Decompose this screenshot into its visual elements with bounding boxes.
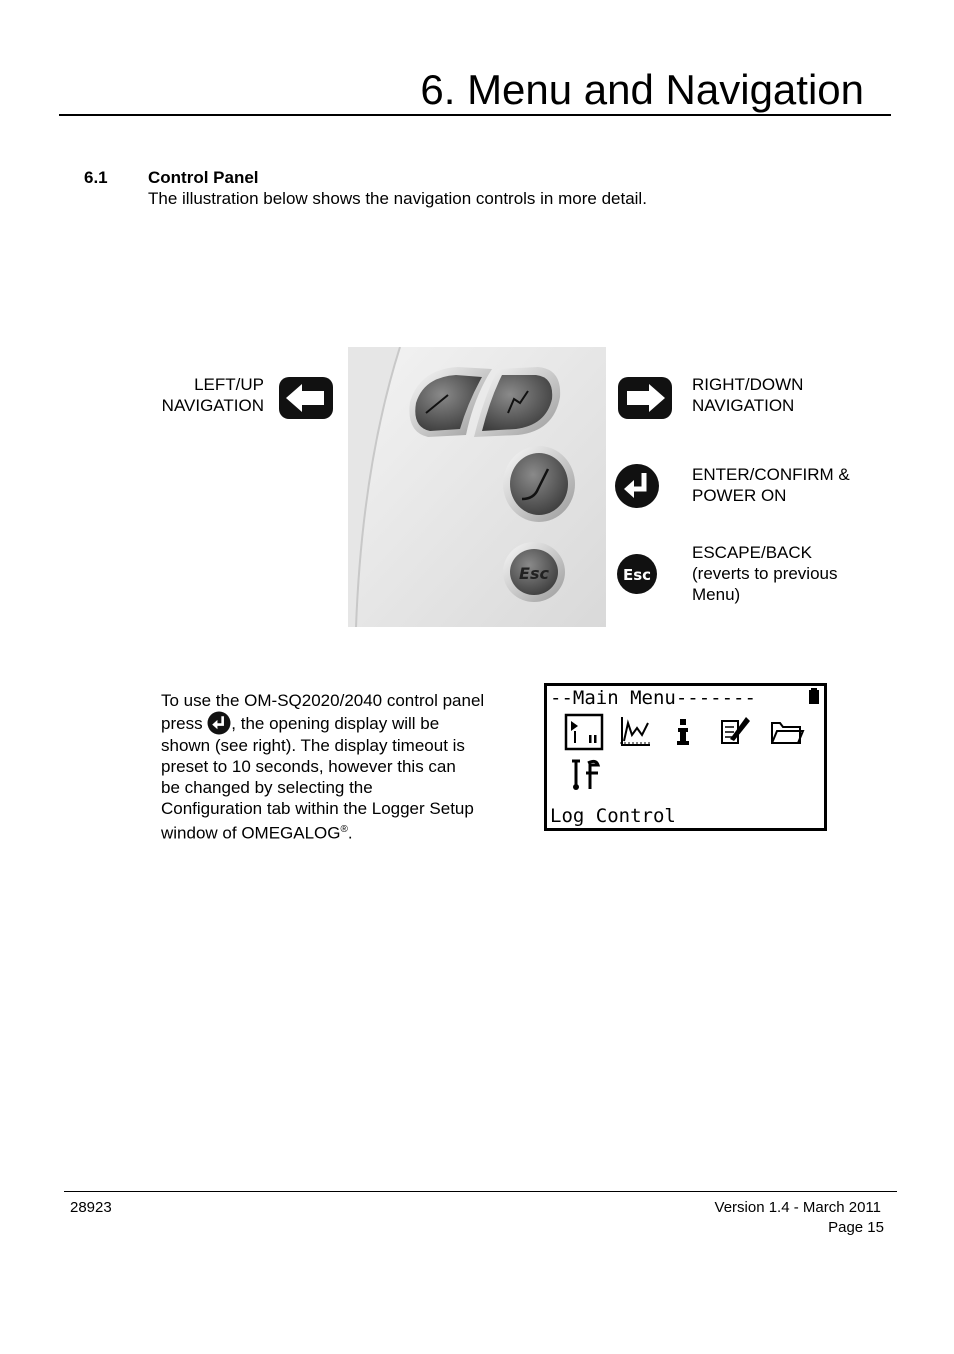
left-up-label-line2: NAVIGATION <box>161 396 264 415</box>
page-title: 6. Menu and Navigation <box>420 66 864 113</box>
para-line <box>161 711 521 735</box>
right-down-label-line1: RIGHT/DOWN <box>692 375 804 394</box>
escape-label-line2: (reverts to previous <box>692 564 838 583</box>
right-arrow-icon <box>617 376 673 420</box>
enter-label <box>692 464 850 506</box>
escape-label-line1: ESCAPE/BACK <box>692 543 812 562</box>
footer-rule <box>64 1191 897 1192</box>
enter-icon <box>207 711 231 735</box>
right-down-label-line2: NAVIGATION <box>692 396 795 415</box>
lcd-title: --Main Menu------- <box>550 687 756 709</box>
page-number: Page 15 <box>828 1219 884 1236</box>
para-text: window of OMEGALOG <box>161 823 341 843</box>
battery-icon <box>809 688 819 704</box>
instructions-paragraph <box>161 690 521 844</box>
control-panel-image <box>348 347 606 627</box>
para-line: Configuration tab within the Logger Setup <box>161 799 474 818</box>
enter-label-line2: POWER ON <box>692 486 787 505</box>
enter-label-line1: ENTER/CONFIRM & <box>692 465 850 484</box>
para-line: shown (see right). The display timeout is <box>161 736 465 755</box>
right-down-label <box>692 374 803 416</box>
lcd-status-text: Log Control <box>550 805 676 827</box>
escape-label <box>692 542 838 605</box>
para-line: be changed by selecting the <box>161 778 373 797</box>
registered-mark: ® <box>340 824 348 835</box>
para-line: To use the OM-SQ2020/2040 control panel <box>161 691 485 710</box>
section-number: 6.1 <box>84 168 108 187</box>
esc-key-label: Esc <box>519 564 549 583</box>
lcd-display <box>544 683 827 831</box>
left-up-label-line1: LEFT/UP <box>194 375 264 394</box>
section-title: Control Panel <box>148 168 259 187</box>
para-text: . <box>347 823 353 843</box>
esc-icon <box>616 553 658 595</box>
escape-label-line3: Menu) <box>692 585 741 604</box>
title-rule <box>59 114 891 116</box>
version-text: Version 1.4 - March 2011 <box>714 1199 881 1216</box>
para-text: press <box>161 714 208 733</box>
section-intro: The illustration below shows the navigation controls in more detail. <box>148 189 647 208</box>
doc-number: 28923 <box>70 1199 112 1216</box>
para-line: preset to 10 seconds, however this can <box>161 757 456 776</box>
para-line <box>161 819 521 844</box>
left-arrow-icon <box>278 376 334 420</box>
para-text: , the opening display will be <box>231 714 440 733</box>
enter-icon <box>614 463 660 509</box>
esc-icon-text: Esc <box>622 566 652 584</box>
left-up-label <box>162 374 264 416</box>
